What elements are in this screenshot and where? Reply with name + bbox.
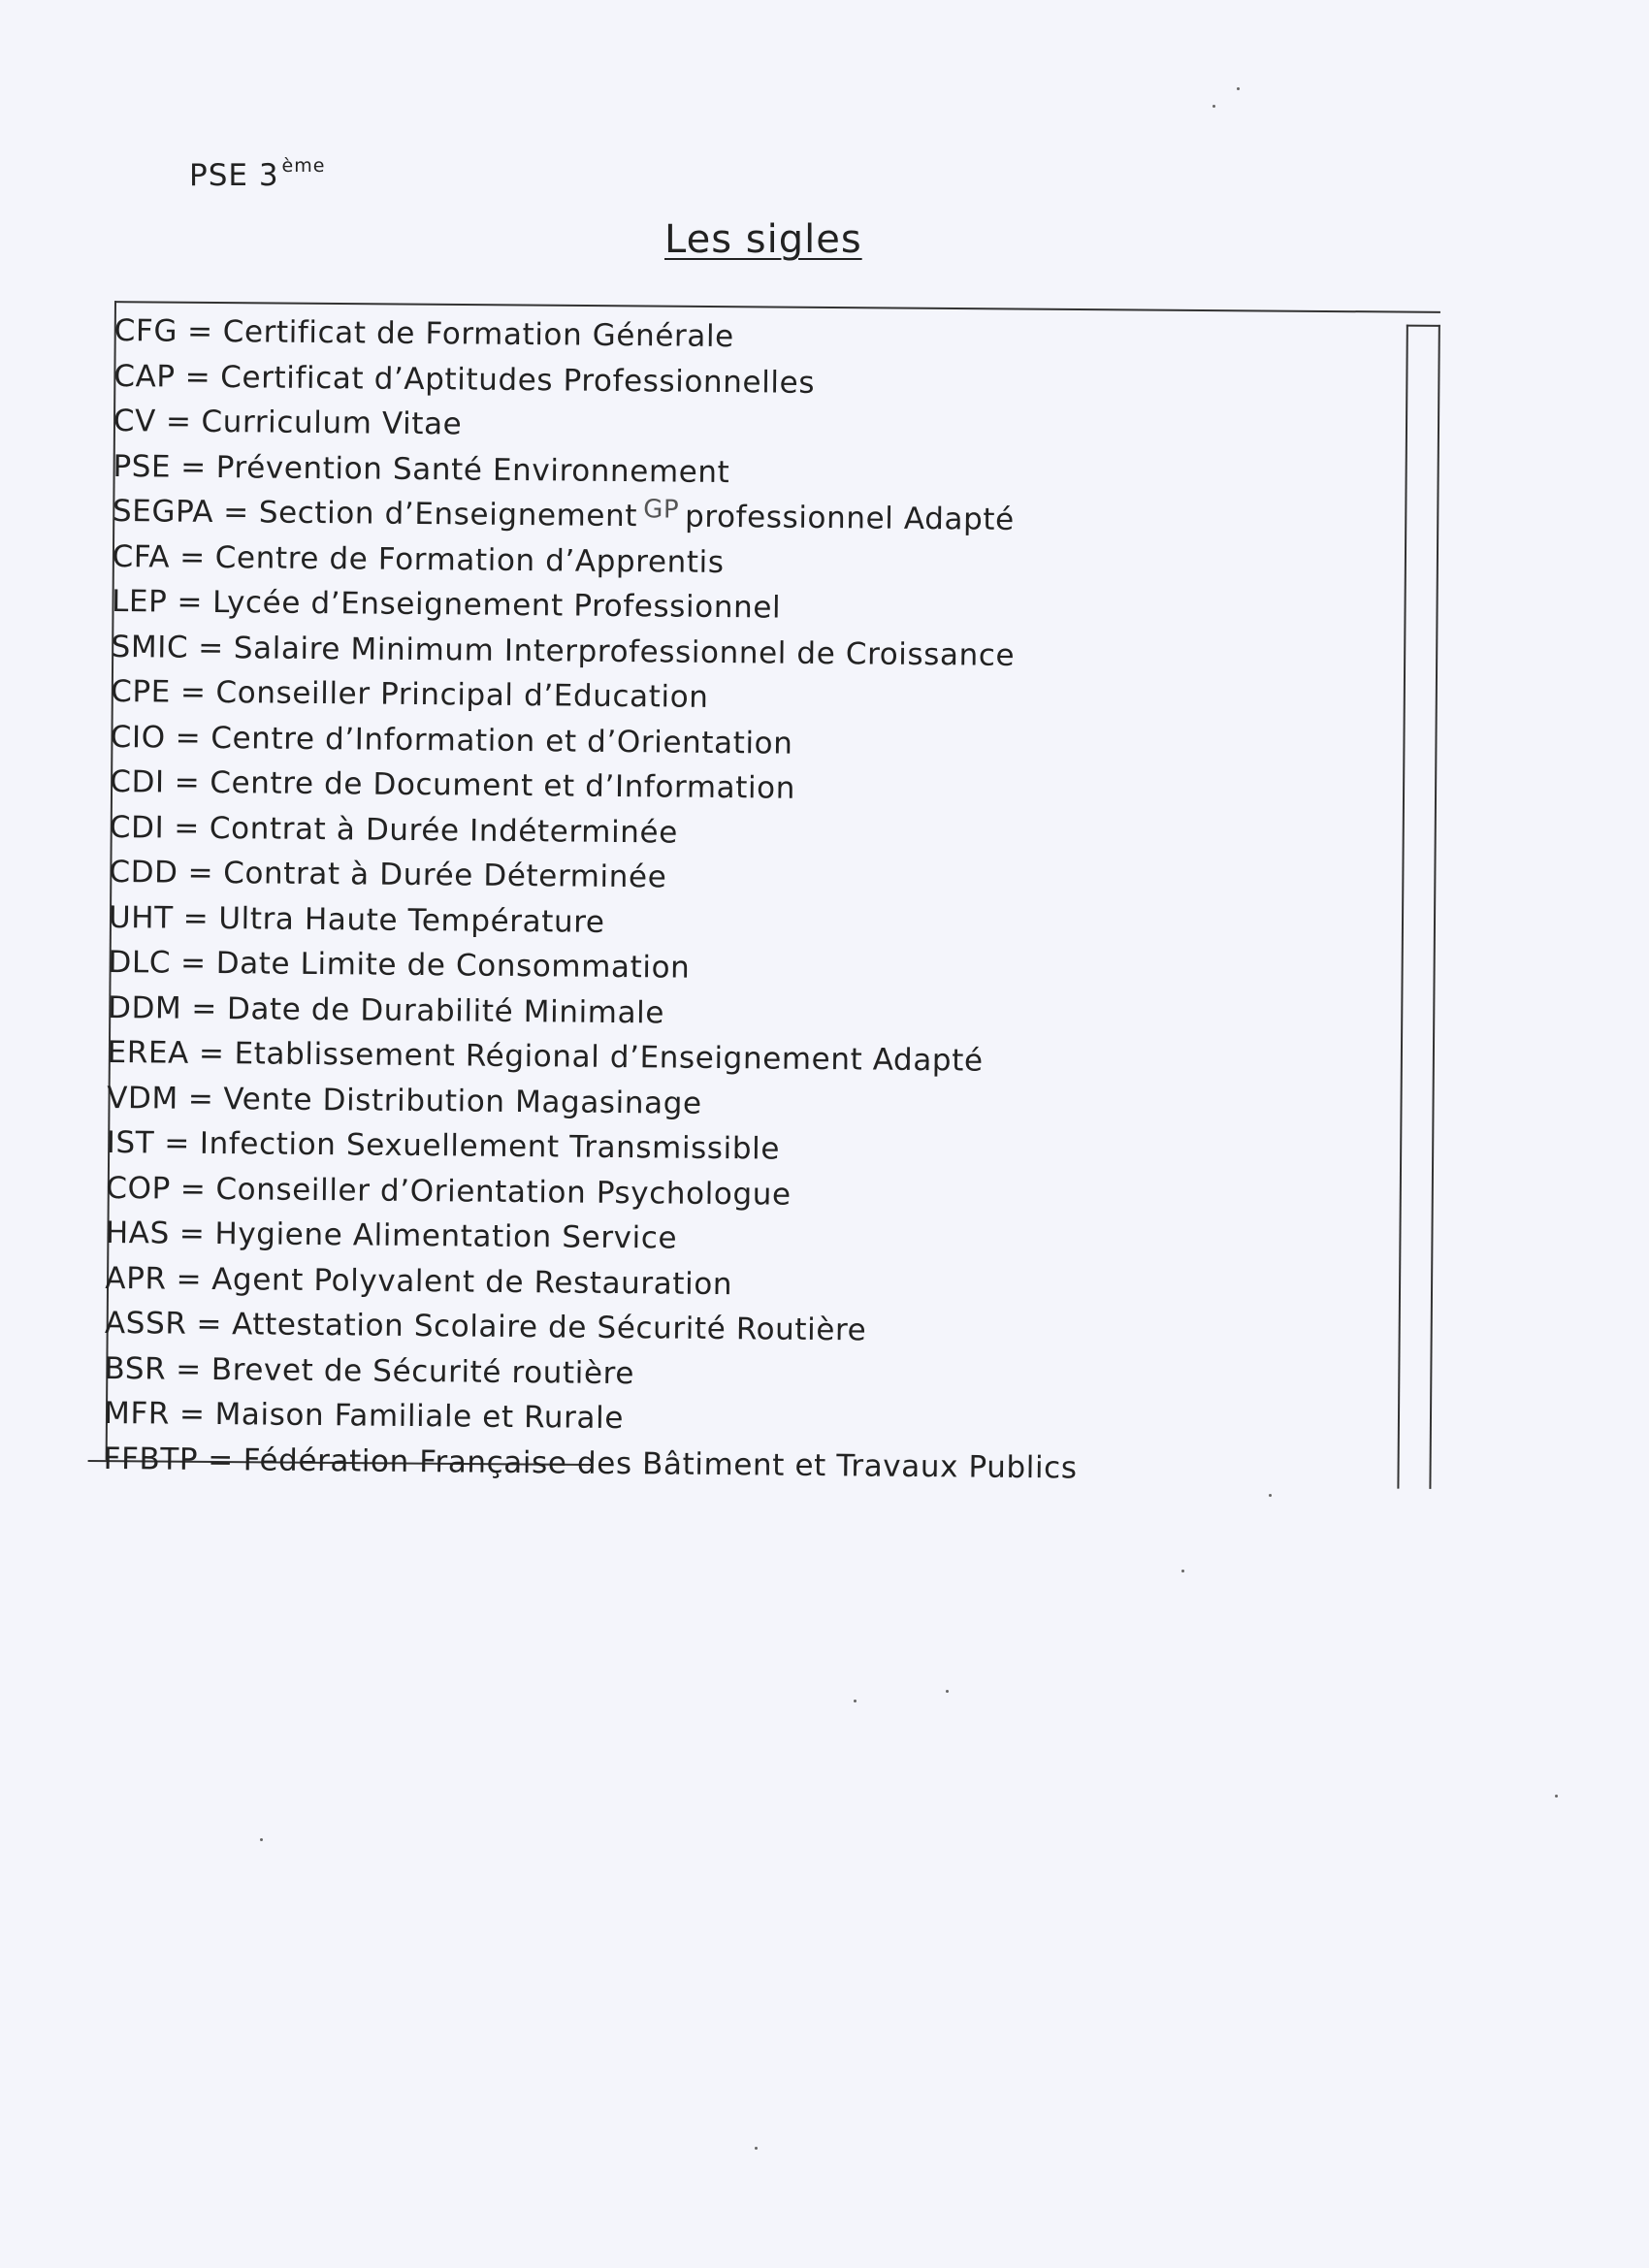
acronym-separator: =	[179, 539, 206, 575]
acronym-list	[103, 308, 1088, 1491]
acronym-code: DLC	[108, 944, 172, 981]
acronym-meaning: Maison Familiale et Rurale	[214, 1397, 625, 1437]
scan-speck	[854, 1700, 857, 1702]
acronym-code: CIO	[110, 719, 166, 756]
acronym-code: CV	[113, 403, 157, 439]
scan-speck	[260, 1838, 263, 1841]
acronym-meaning: Date de Durabilité Minimale	[226, 990, 665, 1030]
acronym-separator: =	[179, 1171, 207, 1207]
acronym-separator: =	[176, 1351, 203, 1387]
acronym-meaning: Contrat à Durée Déterminée	[223, 856, 667, 895]
frame-right-outer-border	[1429, 325, 1439, 1489]
acronym-code: DDM	[107, 989, 182, 1026]
acronym-separator: =	[191, 990, 218, 1026]
acronym-separator: =	[198, 1035, 225, 1072]
acronym-separator: =	[178, 1396, 206, 1432]
course-label-text: PSE 3	[189, 158, 279, 193]
course-label-superscript: ème	[281, 155, 326, 177]
acronym-code: IST	[106, 1124, 155, 1161]
acronym-meaning: Hygiene Alimentation Service	[214, 1216, 678, 1256]
acronym-separator: =	[174, 810, 201, 846]
scan-speck	[755, 2147, 758, 2150]
acronym-code: CDD	[109, 854, 178, 891]
acronym-separator: =	[176, 1261, 203, 1297]
acronym-meaning: Attestation Scolaire de Sécurité Routière	[231, 1307, 867, 1348]
scan-speck	[946, 1690, 949, 1693]
acronym-code: CAP	[113, 358, 176, 395]
acronym-code: CFG	[113, 312, 178, 349]
acronym-separator: =	[182, 900, 210, 936]
acronym-code: CDI	[109, 809, 165, 846]
acronym-meaning: Agent Polyvalent de Restauration	[211, 1261, 733, 1302]
acronym-separator: =	[196, 1306, 223, 1343]
acronym-code: CDI	[110, 763, 165, 800]
page-title: Les sigles	[664, 217, 862, 262]
acronym-meaning: Lycée d’Enseignement Professionnel	[211, 584, 782, 626]
acronym-meaning-part2: professionnel Adapté	[684, 499, 1015, 537]
acronym-meaning: Centre d’Information et d’Orientation	[210, 720, 793, 761]
acronym-separator: =	[165, 404, 192, 439]
acronym-meaning: Prévention Santé Environnement	[215, 449, 730, 490]
acronym-code: COP	[106, 1170, 172, 1207]
handwritten-note: GP	[643, 495, 680, 525]
acronym-separator: =	[174, 764, 201, 800]
acronym-meaning: Infection Sexuellement Transmissible	[199, 1125, 781, 1167]
acronym-code: ASSR	[104, 1305, 187, 1342]
acronym-code: CFA	[112, 538, 171, 575]
acronym-code: PSE	[113, 448, 172, 485]
acronym-meaning: Fédération Française des Bâtiment et Travaux Publics	[242, 1442, 1078, 1486]
acronym-meaning: Contrat à Durée Indéterminée	[209, 810, 679, 851]
acronym-code: FFBTP	[103, 1441, 199, 1477]
acronym-meaning: Centre de Document et d’Information	[210, 764, 796, 806]
acronym-code: SEGPA	[112, 493, 214, 530]
acronym-meaning: Curriculum Vitae	[201, 404, 463, 442]
frame-right-top-border	[1406, 325, 1440, 327]
acronym-separator: =	[179, 945, 207, 981]
acronym-separator: =	[177, 584, 204, 620]
acronym-separator: =	[180, 449, 207, 485]
acronym-meaning: Conseiller Principal d’Education	[215, 675, 709, 715]
acronym-code: HAS	[105, 1215, 171, 1251]
acronym-meaning: Vente Distribution Magasinage	[223, 1081, 702, 1121]
acronym-separator: =	[175, 720, 202, 756]
acronym-separator: =	[184, 359, 211, 395]
acronym-meaning: Salaire Minimum Interprofessionnel de Croissance	[233, 630, 1016, 673]
acronym-separator: =	[186, 313, 213, 349]
acronym-meaning: Brevet de Sécurité routière	[210, 1351, 635, 1391]
acronym-separator: =	[178, 1215, 206, 1251]
scan-speck	[1212, 105, 1215, 108]
acronym-code: MFR	[103, 1395, 171, 1432]
acronym-separator: =	[179, 674, 207, 710]
acronym-meaning: Ultra Haute Température	[218, 900, 605, 940]
acronym-meaning: Certificat d’Aptitudes Professionnelles	[220, 359, 816, 401]
acronym-code: LEP	[111, 583, 168, 620]
acronym-separator: =	[164, 1125, 191, 1161]
acronym-meaning: Certificat de Formation Générale	[222, 314, 735, 355]
acronym-separator: =	[187, 1081, 214, 1117]
scan-speck	[1181, 1570, 1184, 1572]
acronym-code: CPE	[111, 673, 172, 710]
acronym-meaning: Etablissement Régional d’Enseignement Adapté	[234, 1036, 984, 1079]
acronym-code: EREA	[107, 1034, 190, 1071]
acronym-code: VDM	[107, 1080, 178, 1117]
acronym-separator: =	[198, 630, 225, 665]
acronym-meaning: Centre de Formation d’Apprentis	[214, 539, 725, 580]
acronym-separator: =	[223, 495, 249, 531]
acronym-meaning: Conseiller d’Orientation Psychologue	[215, 1171, 792, 1213]
acronym-separator: =	[187, 855, 214, 891]
acronym-separator: =	[208, 1442, 234, 1477]
acronym-meaning-part1: Section d’Enseignement	[258, 495, 638, 535]
acronym-meaning: Date Limite de Consommation	[215, 946, 691, 986]
acronym-code: BSR	[104, 1350, 167, 1387]
acronym-code: APR	[105, 1260, 167, 1297]
acronym-row	[103, 1436, 1077, 1490]
scan-speck	[1237, 87, 1240, 90]
acronym-code: UHT	[108, 899, 174, 936]
scan-speck	[1269, 1494, 1272, 1497]
frame-right-inner-border	[1397, 325, 1407, 1489]
acronym-code: SMIC	[111, 629, 189, 665]
course-label	[189, 155, 325, 193]
scan-speck	[1555, 1795, 1558, 1798]
